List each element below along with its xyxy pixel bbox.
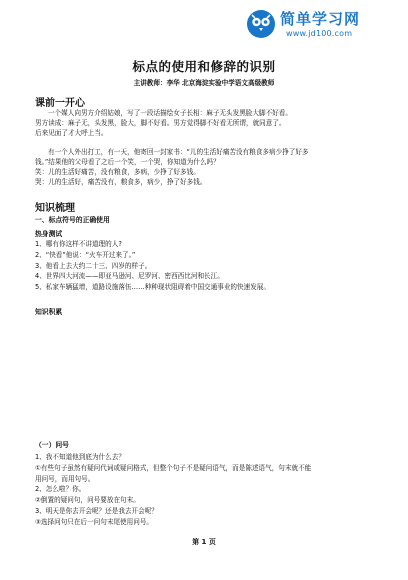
question-mark-list xyxy=(35,452,375,528)
list-item: ①有些句子虽然有疑问代词或疑问格式，但整个句子不是疑问语气，而是陈述语气，句末就不能 xyxy=(35,463,312,472)
story1-line-2: 男方读成：麻子无，头发黑，脸大，脚不好看。男方觉得脚不好看无所谓，就同意了。 xyxy=(35,119,286,127)
logo-brand-text: 简单学习网 xyxy=(280,10,361,28)
teacher-line: 主讲教师：李华 北京海淀实验中学语文高级教师 xyxy=(133,79,275,87)
logo-site-url: www.jd100.com xyxy=(286,29,353,38)
subheading-punctuation: 一、标点符号的正确使用 xyxy=(35,216,110,224)
section-heading-warmup-fun: 课前一开心 xyxy=(35,98,85,109)
list-item: 2、“快看”他说：“火车开过来了。” xyxy=(35,250,136,259)
story2-line-1: 有一个人外出打工，有一天，他寄回一封家书：“儿的生活好痛苦没有粮食多病少挣了好多 xyxy=(48,148,309,156)
story1-line-1: 一个媒人向男方介绍姑娘，写了一段话描绘女子长相：麻子无头发黑脸大脚不好看。 xyxy=(48,109,292,117)
warmup-test-list xyxy=(35,239,375,293)
story2-line-4: 哭：儿的生活好，痛苦没有，粮食多，病少，挣了好多钱。 xyxy=(35,178,207,186)
section-heading-knowledge: 知识梳理 xyxy=(35,203,75,214)
story2-line-3: 笑：儿的生活好痛苦，没有粮食，多病，少挣了好多钱。 xyxy=(35,168,200,176)
list-item: 1、哪有你这样不讲道理的人? xyxy=(35,240,122,248)
site-logo[interactable] xyxy=(246,6,396,44)
page-number: 第 1 页 xyxy=(192,538,216,546)
document-title: 标点的使用和修辞的识别 xyxy=(132,59,276,74)
list-item: 3、他看上去大约二十三、四岁的样子。 xyxy=(35,261,152,270)
list-item: ③选择问句只在后一问句末尾使用问号。 xyxy=(35,517,154,526)
list-item: ②倒置的疑问句，问号要放在句末。 xyxy=(35,496,140,505)
owl-logo-icon xyxy=(246,9,276,39)
knowledge-accumulation-label: 知识积累 xyxy=(35,308,63,316)
list-item: 1、我不知道他到底为什么去？ xyxy=(35,453,125,461)
warmup-test-label: 热身测试 xyxy=(35,230,63,238)
story2-line-2: 钱。”结果他的父母看了之后一个笑，一个哭，你知道为什么吗？ xyxy=(35,158,220,166)
list-item: 3、明天是你去开会呢？还是我去开会呢？ xyxy=(35,506,158,515)
story1-line-3: 后来见面了才大呼上当。 xyxy=(35,129,108,137)
list-item: 5、私家车辆猛增，道路设施落伍……种种现状阻碍着中国交通事业的快速发展。 xyxy=(35,283,270,292)
list-item: 4、世界四大河流——即亚马逊河、尼罗河、密西西比河和长江。 xyxy=(35,272,224,281)
story-paragraph-2 xyxy=(35,147,375,187)
list-item: 用问号，而用句号。 xyxy=(35,474,95,483)
story-paragraph-1 xyxy=(35,108,375,138)
list-item: 2、怎么啦？你。 xyxy=(35,485,86,494)
question-mark-heading: （一）问号 xyxy=(35,441,69,449)
